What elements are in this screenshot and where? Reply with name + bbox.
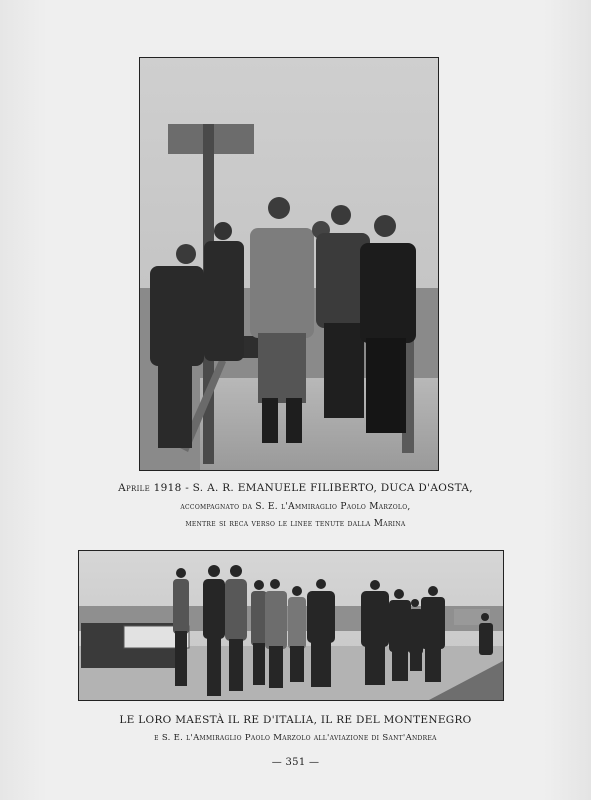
page-number: — 351 — [271,757,320,768]
top-caption-line-3: mentre si reca verso le linee tenute dalla Marina [185,519,406,529]
top-caption-line-1: Aprile 1918 - S. A. R. EMANUELE FILIBERTO, DUCA D'AOSTA, [118,482,473,494]
photo-duca-daosta [139,57,439,471]
bottom-caption-line-1: LE LORO MAESTÀ IL RE D'ITALIA, IL RE DEL MONTENEGRO [119,714,472,726]
photo-re-italia-montenegro [78,550,504,701]
bottom-caption-line-2: e S. E. l'Ammiraglio Paolo Marzolo all'aviazione di Sant'Andrea [154,733,437,743]
top-caption-line-2: accompagnato da S. E. l'Ammiraglio Paolo Marzolo, [180,502,411,512]
